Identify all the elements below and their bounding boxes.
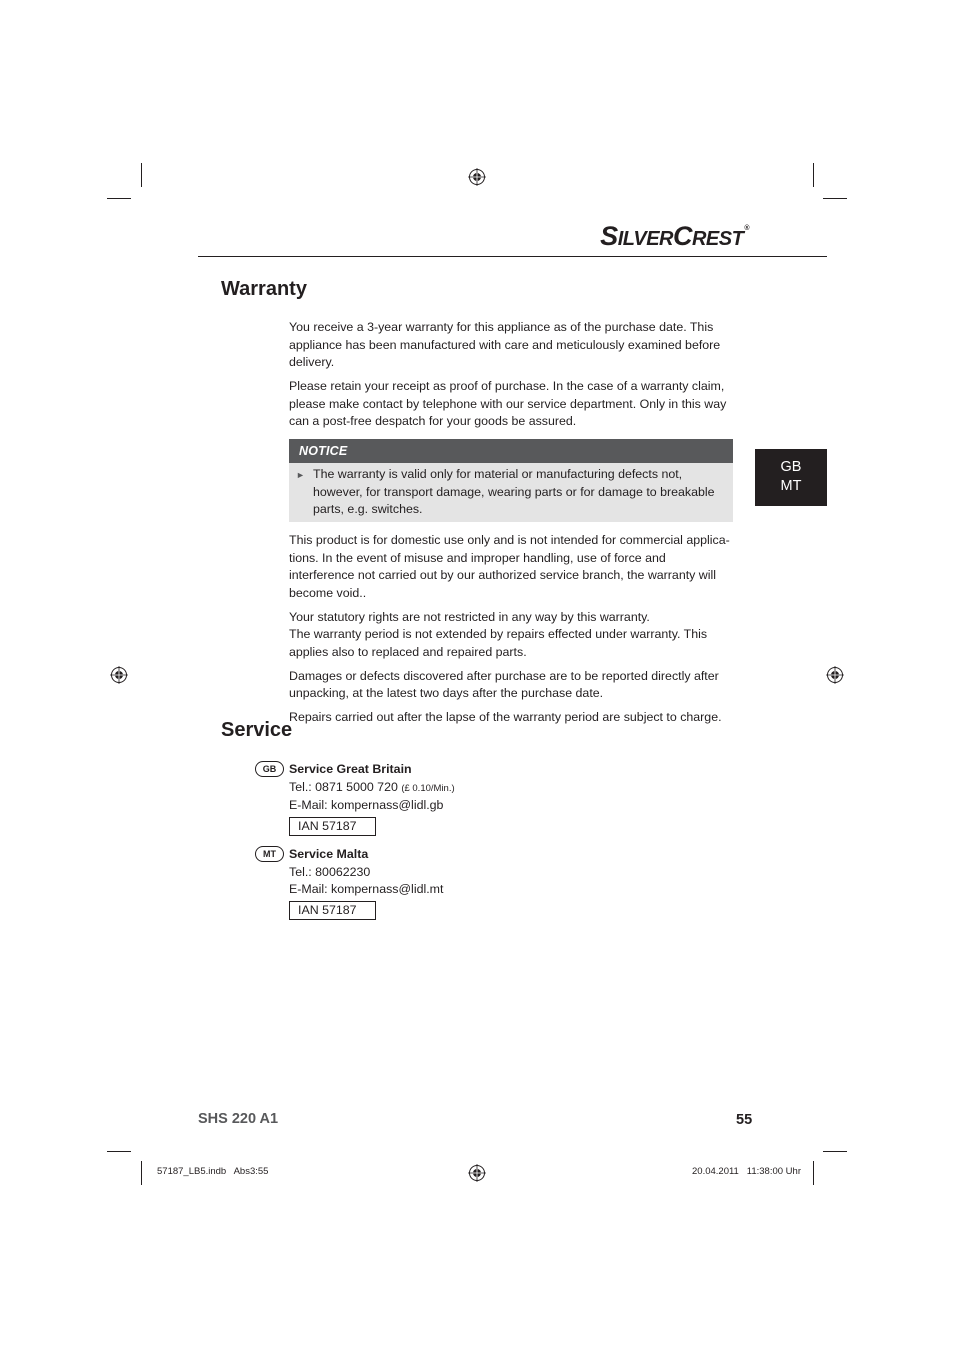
crop-mark [141,1161,142,1185]
phone-rate: (£ 0.10/Min.) [401,782,455,794]
gb-badge-icon: GB [255,761,284,777]
warranty-heading: Warranty [221,278,307,300]
service-title: Service Great Britain [289,762,412,776]
service-heading: Service [221,719,293,741]
print-slug-right: 20.04.2011 11:38:00 Uhr [692,1166,801,1177]
arrow-bullet-icon: ► [296,470,305,480]
logo-letter: S [600,221,618,251]
crop-mark [141,163,142,187]
paragraph-line: The warranty period is not extended by repairs effected under warranty. This applies also to replaced and repaired parts. [289,627,708,659]
header-rule [198,256,827,257]
mt-badge-icon: MT [255,846,284,862]
model-number: SHS 220 A1 [198,1111,279,1127]
paragraph: Please retain your receipt as proof of purchase. In the case of a warranty claim, please make contact by telephone with our service department. Only in this way can a post-free despatch for your goods be assured. [289,379,727,428]
registration-mark-icon [468,1164,486,1182]
print-slug-left: 57187_LB5.indb Abs3:55 [157,1166,269,1177]
language-code: GB [780,459,802,475]
logo-letters: REST [691,228,744,250]
service-entry-mt [289,846,443,920]
service-title: Service Malta [289,847,369,861]
notice-label: NOTICE [289,439,733,463]
warranty-details [289,532,734,733]
crop-mark [813,1161,814,1185]
paragraph-line: Your statutory rights are not restricted in any way by this warranty. [289,609,650,624]
service-phone [289,779,455,798]
registration-mark-icon [468,168,486,186]
page-number: 55 [736,1112,753,1128]
language-code: MT [780,478,802,494]
brand-logo [600,221,749,252]
logo-letter: C [672,221,692,251]
paragraph [289,609,734,662]
service-email: E-Mail: kompernass@lidl.mt [289,882,444,896]
registration-mark-icon [110,666,128,684]
notice-body [289,463,733,519]
crop-mark [107,1151,131,1152]
notice-text: The warranty is valid only for material or manufacturing defects not, however, for transport damage, wearing parts or for damage to breakable parts, e.g. switches. [313,467,715,516]
logo-letters: ILVER [617,228,673,250]
paragraph: You receive a 3-year warranty for this appliance as of the purchase date. This appliance has been manufactured with care and meticulously examined before delivery. [289,320,721,369]
phone-number: Tel.: 0871 5000 720 [289,779,398,794]
crop-mark [823,1151,847,1152]
crop-mark [813,163,814,187]
warranty-intro [289,319,734,437]
service-entry-gb [289,761,455,836]
notice-box [289,439,733,522]
ian-box: IAN 57187 [289,817,376,836]
paragraph: Damages or defects discovered after purchase are to be reported directly after unpacking, at the latest two days after the purchase date. [289,668,719,700]
paragraph: Repairs carried out after the lapse of the warranty period are subject to charge. [289,710,722,724]
phone-number: Tel.: 80062230 [289,864,371,879]
registered-mark: ® [744,225,749,232]
registration-mark-icon [826,666,844,684]
service-phone [289,864,443,882]
language-tab [755,449,827,506]
crop-mark [823,198,847,199]
ian-box: IAN 57187 [289,901,376,920]
crop-mark [107,198,131,199]
service-email: E-Mail: kompernass@lidl.gb [289,798,444,812]
paragraph: This product is for domestic use only and is not intended for commercial applica-tions. In the event of misuse and improper handling, use of force and interference not carried out by our authorized service branch, the warranty will become void.. [289,533,730,600]
